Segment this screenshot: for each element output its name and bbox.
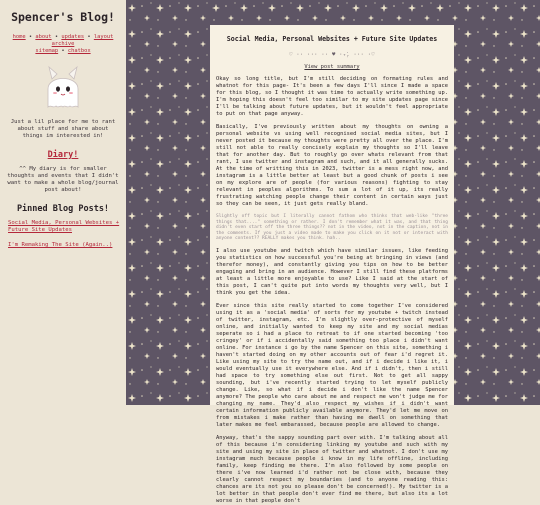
ghost-mascot-icon <box>43 63 83 111</box>
post-divider: ♡ ·· ··· ·· ♥︎ ·₊̣̇. ··· ·♡ <box>289 52 375 58</box>
nav-separator: • <box>28 34 33 40</box>
nav-chatbox-link[interactable]: chatbox <box>67 48 91 54</box>
post-paragraph: I also use youtube and twitch which have similar issues, like feeding you statistics on how successful you're being at bringing in views (and therefor money), and constantly giving you tips on how to be better engaging and bring in an audience. However I still find these platforms at least a little more enjoyable to use? Like I said at the start of this post, I can't quite put into words my thoughts very well, but I think you get the idea. <box>216 247 448 296</box>
view-post-summary-link[interactable]: View post summary <box>304 64 360 70</box>
post-body <box>210 76 454 505</box>
post-paragraph: Basically, I've previously written about my thoughts on owning a personal website vs using well recognised social media sites, but I never posted it because my thoughts were pretty all over the place. I'm still not able to really concisely explain my thoughts so I'll leave that for another day. But to roughly go over whats relevant from that rant, I use twitter and instagram and such, and it all generally sucks. At the time of writting this in 2023, twitter is a mess right now, and instagram is a little better at least but a good chunk of posts i see on my explore are of people (for various reasons) fighting to stay relevant in peoples algorithms. To sum a lot of it up, its really frustrating watching people change their content in certain ways just so they can be seen, it just gets really bland. <box>216 124 448 207</box>
post-paragraph: Ever since this site really started to come together I've considered using it as a 'social media' of sorts for my youtube + twitch instead of twitter, instagram, etc. I'm slightly over-protective of myself online, and initially wanted to keep my site and my social medias seperate so i had a place to retreat to if one started becoming 'too cringey' or if i accidentally said something too place i didn't want online. For instance i go by the name Spencer on this site, something i haven't started doing on my other accounts out of fear i'd regret it. Like using my site to try the name out, and if i decide i like it, i would eventually use it everywhere else. And if i didn't, then i still had space to try something else out first. Not to get all sappy sounding, but i've recently started trying to let myself publicly change. Like, so what if i decide i don't like the name Spencer anymore? The people who care about me and respect me won't judge me for changing my name. They'd also respect my wishes if i didn't want certain information publicly available anymore. They'd let me move on from mistakes i make rather than having me dwell on something that later makes me feel embarassed, because people are allowed to change. <box>216 302 448 428</box>
post-paragraph: Okay so long title, but I'm still deciding on formating rules and whatnot for this page- It's been a few days I'll since I made a space for this blog, so I thought it was time to actually write something up. I'm hoping this doesn't feel too similar to my site updates page since I'll be talking about future updates, but it wouldn't feel appropriate to put on that page anyway. <box>216 76 448 117</box>
blog-post-panel <box>210 25 454 504</box>
nav-updates-link[interactable]: updates <box>61 34 85 40</box>
sidebar <box>0 0 126 405</box>
diary-description: ^^ My diary is for smaller thoughts and events that I didn't want to make a whole blog/journal post about! <box>7 166 119 193</box>
nav-separator: • <box>61 48 65 54</box>
nav-sitemap-link[interactable]: sitemap <box>35 48 59 54</box>
post-title: Social Media, Personal Websites + Future Site Updates <box>226 35 438 43</box>
pinned-posts-heading: Pinned Blog Posts! <box>16 204 110 214</box>
pinned-posts-list <box>0 220 126 249</box>
nav-layout-archive-link[interactable]: layout archive <box>51 34 114 47</box>
nav-about-link[interactable]: about <box>35 34 52 40</box>
pinned-post-link-remaking-site[interactable]: I'm Remaking The Site (Again..) <box>8 242 113 248</box>
nav-separator: • <box>87 34 91 40</box>
post-paragraph: Anyway, that's the sappy sounding part over with. I'm talking about all of this because i'm considering linking my youtube and such with my site and using my site in place of twitter and whatnot. I don't use my instagram much because people i know in my life offline, including family, keep finding me there. I'm also followed by some people on there i've now learned i'd rather not be close with, because they clearly cannot respect my boundaries (and to anyone reading this: chances are its not you so please don't be concerned!). My twitter is a lot better in that people don't ever find me there, but also its a lot worse in that people don't <box>216 434 448 504</box>
post-aside-note: Slightly off topic but I literally cannot fathom who thinks that web-like "three things that...." something or rather. I don't remember what it was, and that thing didn't even start off the three things?? not in the video, not in the caption, not in the comments. If you just a video made to make you click on it not or interact with anyone content?? REALLY makes you think. hah.. <box>216 214 448 242</box>
blog-tagline: Just a lil place for me to rant about stuff and share about things im interested in! <box>10 119 116 139</box>
diary-link[interactable]: Diary! <box>47 150 79 160</box>
pinned-post-link-social-media[interactable]: Social Media, Personal Websites + Future Site Updates <box>8 220 120 233</box>
site-nav <box>0 34 126 55</box>
nav-separator: • <box>54 34 59 40</box>
nav-home-link[interactable]: home <box>12 34 26 40</box>
blog-title: Spencer's Blog! <box>11 10 115 24</box>
